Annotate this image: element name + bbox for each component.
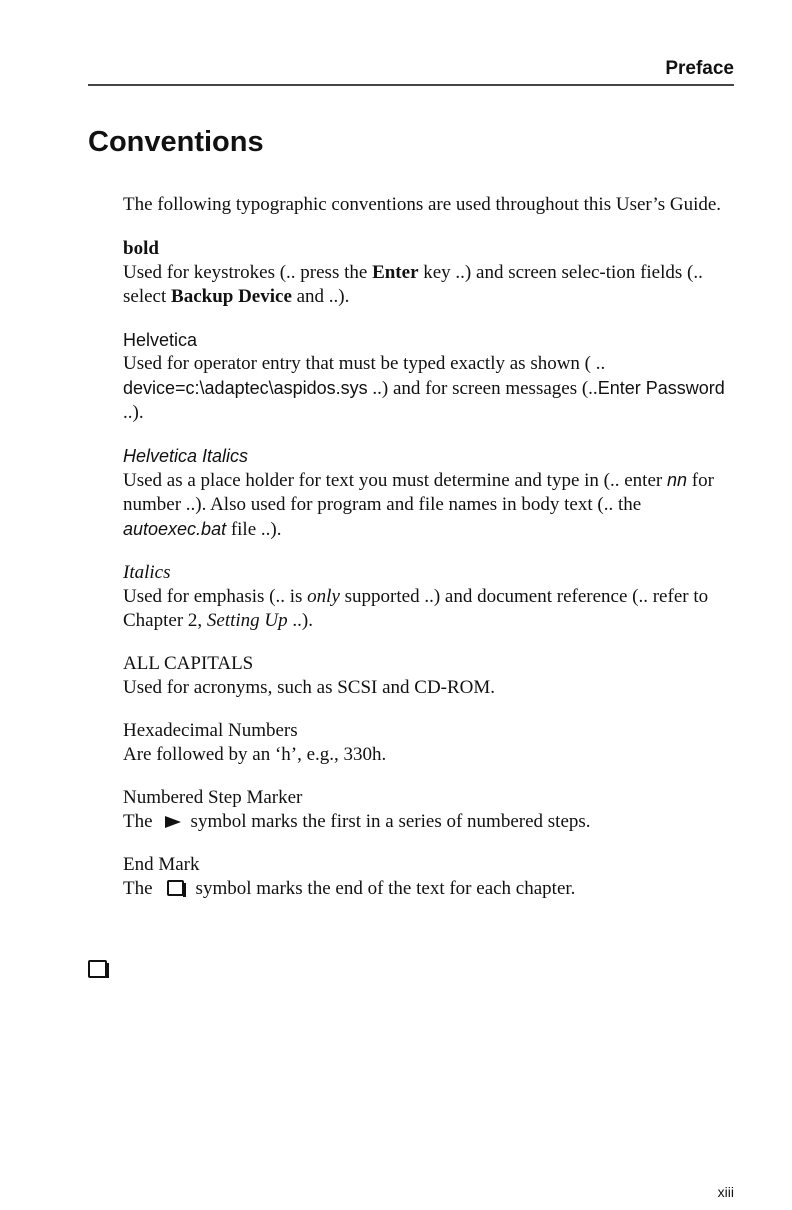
desc-text: ..). — [287, 610, 313, 631]
desc-end-mark — [123, 877, 738, 901]
convention-helvetica-italics — [123, 444, 738, 542]
example-enter-password: Enter Password — [597, 378, 725, 398]
desc-text: file ..). — [226, 519, 282, 540]
desc-bold — [123, 261, 738, 309]
desc-text: and ..). — [291, 286, 350, 307]
term-bold: bold — [123, 238, 159, 259]
desc-text: Used for emphasis (.. is — [123, 586, 308, 607]
chapter-end-mark-icon — [88, 960, 107, 978]
convention-italics — [123, 561, 738, 633]
page-number: xiii — [717, 1184, 734, 1200]
term-all-capitals: ALL CAPITALS — [123, 653, 254, 674]
desc-all-capitals: Used for acronyms, such as SCSI and CD-ROM. — [123, 677, 496, 698]
desc-text: for number ..). Also used for program and file names in body text (.. the — [123, 470, 714, 515]
convention-helvetica — [123, 328, 738, 425]
desc-text: Used as a place holder for text you must determine and type in (.. enter — [123, 470, 667, 491]
step-marker-icon — [165, 816, 181, 828]
desc-text: symbol marks the end of the text for each chapter. — [195, 878, 576, 899]
page-title: Conventions — [88, 126, 264, 158]
desc-text: ..) and for screen messages (.. — [367, 378, 598, 399]
example-nn: nn — [666, 470, 687, 490]
convention-all-capitals — [123, 652, 738, 700]
desc-text: symbol marks the first in a series of numbered steps. — [190, 811, 591, 832]
desc-text: The — [123, 878, 153, 899]
running-header: Preface — [665, 58, 734, 79]
intro-paragraph: The following typographic conventions are used throughout this User’s Guide. — [123, 194, 722, 215]
term-hex: Hexadecimal Numbers — [123, 720, 298, 741]
desc-helvetica — [123, 352, 738, 425]
example-autoexec: autoexec.bat — [123, 519, 227, 539]
desc-text: ..). — [123, 402, 144, 423]
term-end-mark: End Mark — [123, 854, 200, 875]
term-helvetica-italics: Helvetica Italics — [123, 446, 249, 466]
term-helvetica: Helvetica — [123, 330, 198, 350]
desc-hex: Are followed by an ‘h’, e.g., 330h. — [123, 744, 387, 765]
desc-text: key ..) and screen selec-tion fields (.. select — [123, 262, 703, 307]
convention-end-mark — [123, 853, 738, 901]
desc-step-marker — [123, 810, 738, 834]
convention-hex — [123, 719, 738, 767]
convention-bold — [123, 237, 738, 309]
example-only: only — [307, 586, 340, 607]
desc-italics — [123, 585, 738, 633]
desc-text: The — [123, 811, 153, 832]
example-backup-device: Backup Device — [171, 286, 292, 307]
term-italics: Italics — [123, 562, 171, 583]
conventions-body — [123, 193, 738, 920]
convention-step-marker — [123, 786, 738, 834]
example-setting-up: Setting Up — [206, 610, 288, 631]
example-enter: Enter — [372, 262, 419, 283]
desc-helvetica-italics — [123, 468, 738, 542]
header-rule — [88, 84, 734, 86]
desc-text: supported ..) and document reference (.. refer to Chapter 2, — [123, 586, 709, 631]
term-step-marker: Numbered Step Marker — [123, 787, 303, 808]
desc-text: Used for keystrokes (.. press the — [123, 262, 373, 283]
example-device-path: device=c:\adaptec\aspidos.sys — [123, 378, 368, 398]
end-mark-icon — [167, 880, 184, 896]
desc-text: Used for operator entry that must be typed exactly as shown ( .. — [123, 353, 606, 374]
